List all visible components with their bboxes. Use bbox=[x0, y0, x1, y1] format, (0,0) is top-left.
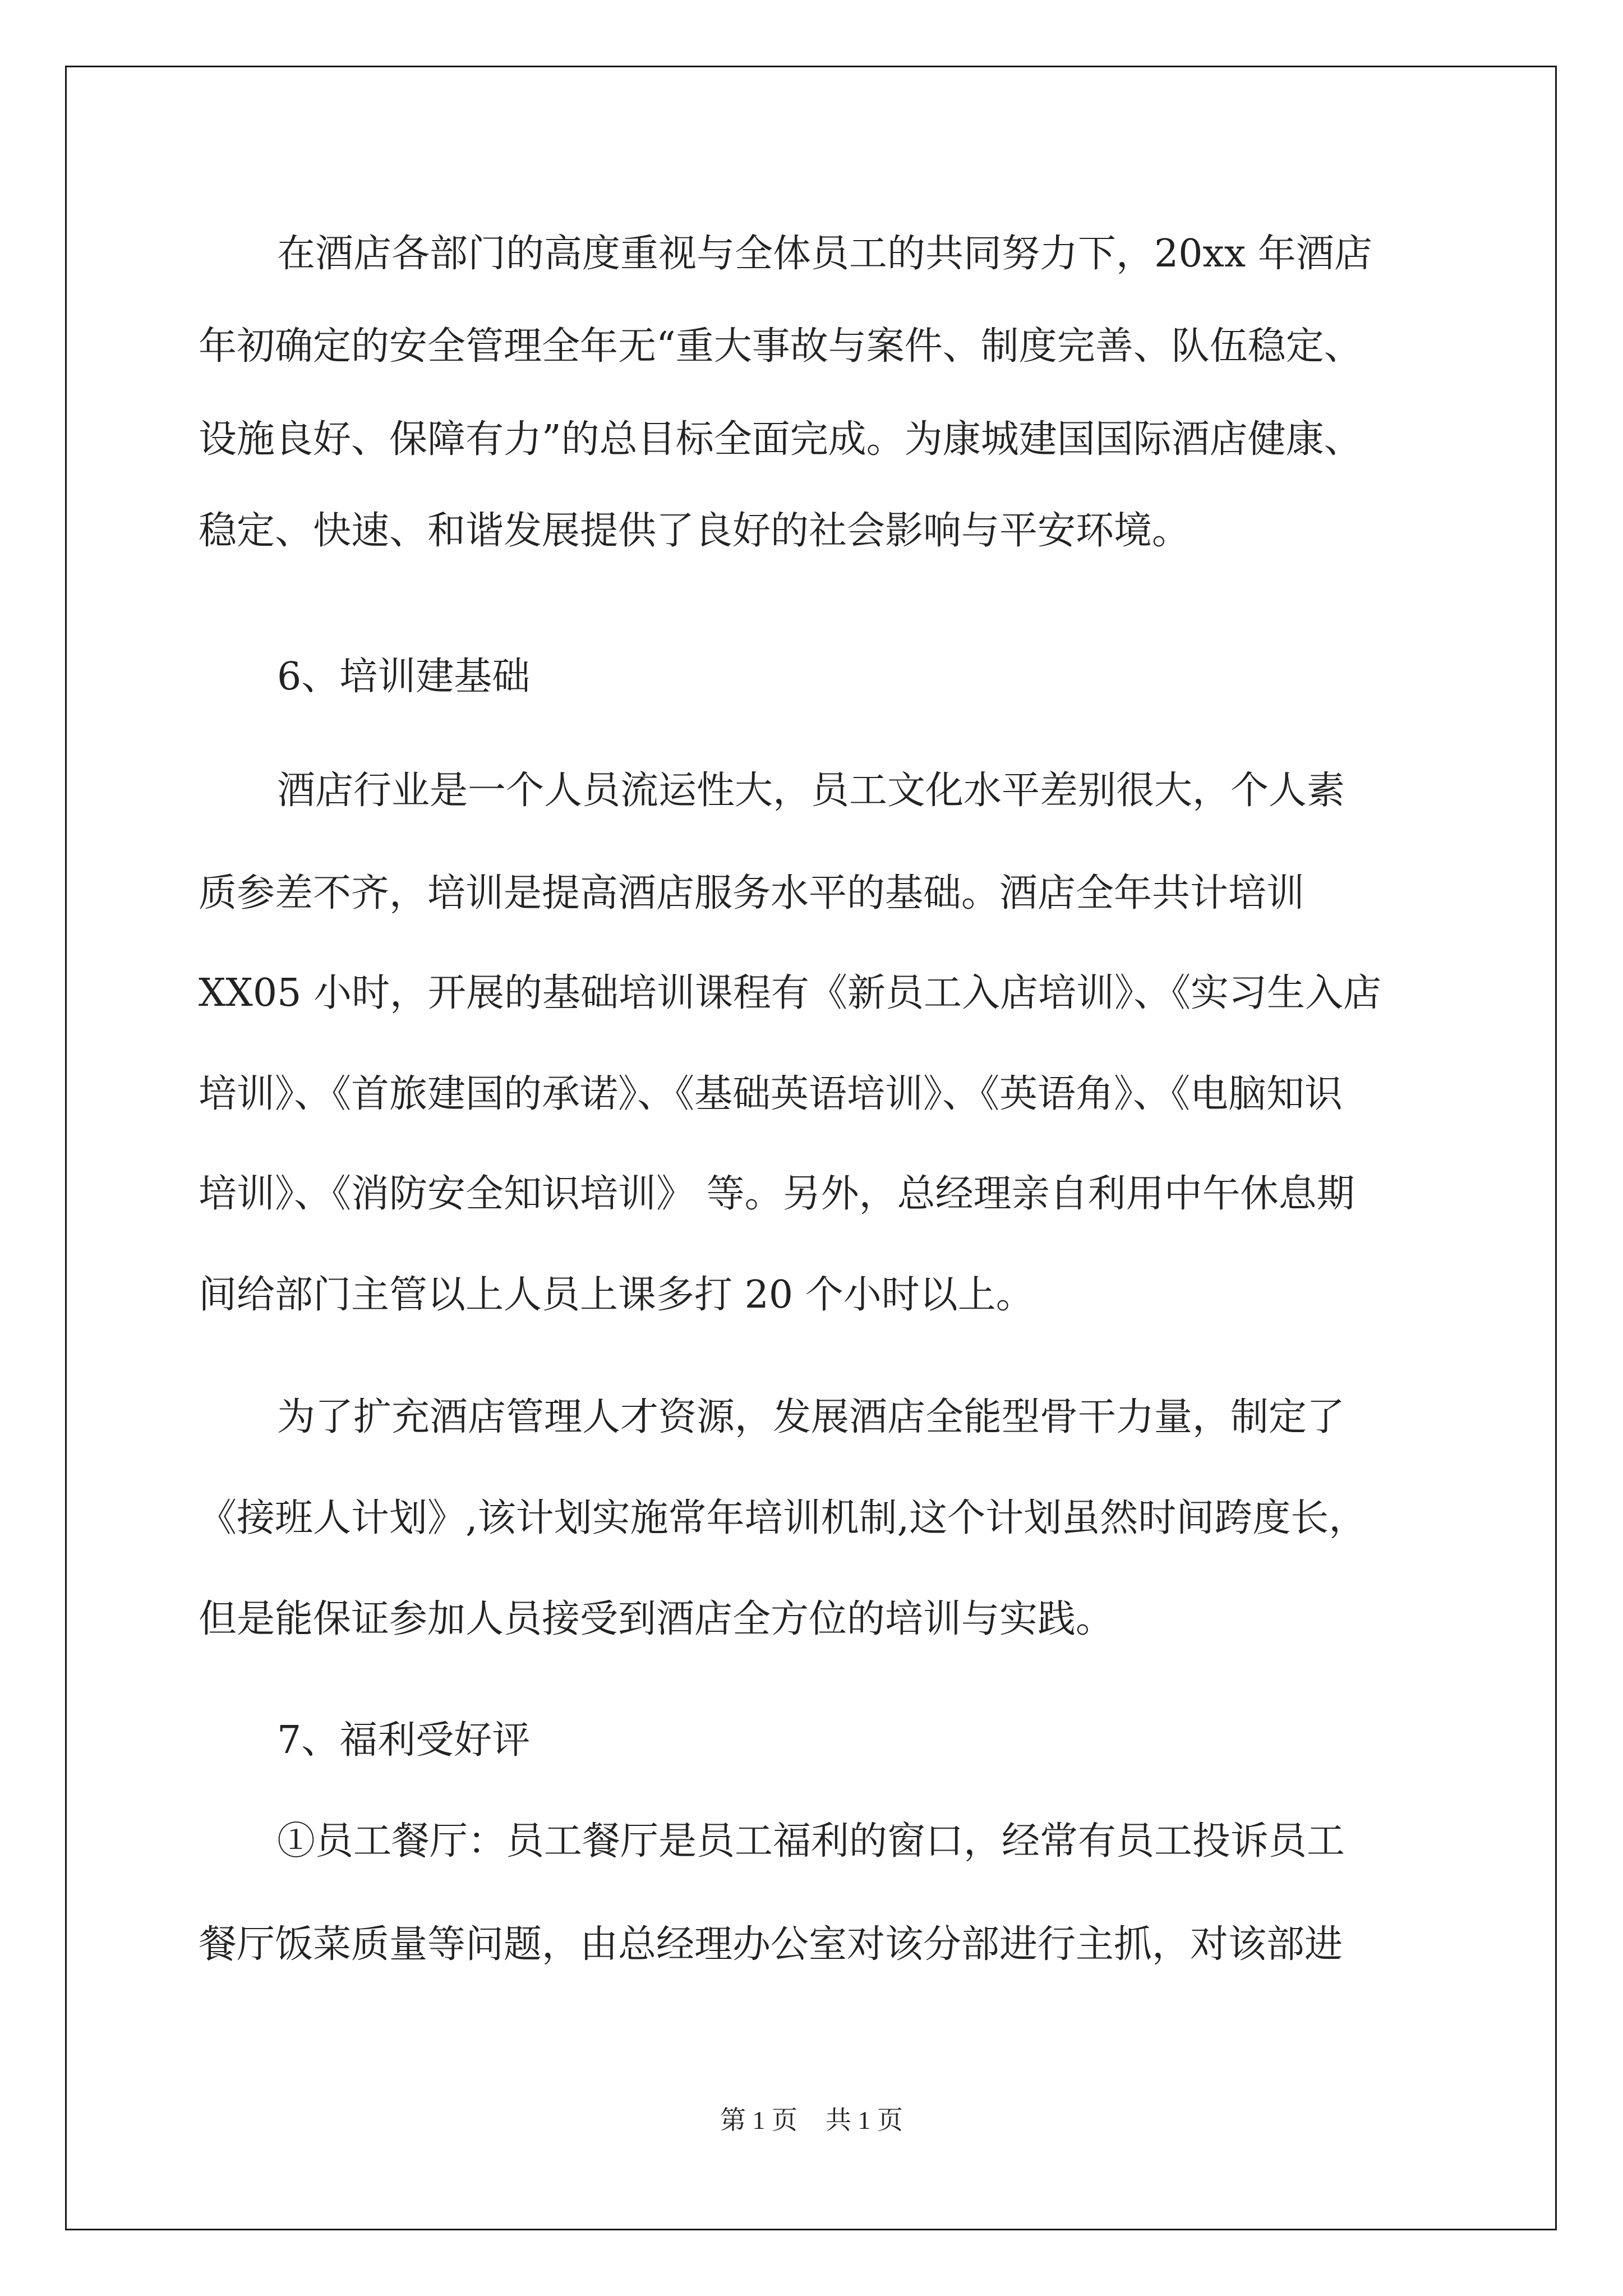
paragraph-line: 质参差不齐，培训是提高酒店服务水平的基础。酒店全年共计培训 bbox=[199, 871, 1305, 915]
paragraph-line: 《接班人计划》,该计划实施常年培训机制,这个计划虽然时间跨度长， bbox=[199, 1496, 1367, 1540]
paragraph-line: 培训》、《首旅建国的承诺》、《基础英语培训》、《英语角》、《电脑知识 bbox=[199, 1072, 1343, 1116]
paragraph-line: 餐厅饭菜质量等问题，由总经理办公室对该分部进行主抓，对该部进 bbox=[199, 1922, 1343, 1967]
page-total: 共 1 页 bbox=[826, 2106, 903, 2134]
paragraph-line: 在酒店各部门的高度重视与全体员工的共同努力下，20xx 年酒店 bbox=[277, 232, 1372, 276]
paragraph-line: 设施良好、保障有力”的总目标全面完成。为康城建国国际酒店健康、 bbox=[199, 417, 1362, 462]
page-border bbox=[65, 66, 1557, 2230]
paragraph-line: 为了扩充酒店管理人才资源，发展酒店全能型骨干力量，制定了 bbox=[277, 1395, 1345, 1439]
paragraph-line: 但是能保证参加人员接受到酒店全方位的培训与实践。 bbox=[199, 1597, 1114, 1641]
paragraph-line: 培训》、《消防安全知识培训》 等。另外，总经理亲自利用中午休息期 bbox=[199, 1172, 1355, 1216]
paragraph-line: ①员工餐厅：员工餐厅是员工福利的窗口，经常有员工投诉员工 bbox=[277, 1819, 1345, 1864]
paragraph-line: 稳定、快速、和谐发展提供了良好的社会影响与平安环境。 bbox=[199, 509, 1191, 553]
page-footer bbox=[0, 2104, 1623, 2137]
section-heading: 7、福利受好评 bbox=[277, 1718, 531, 1763]
paragraph-line: 年初确定的安全管理全年无“重大事故与案件、制度完善、队伍稳定、 bbox=[199, 324, 1362, 369]
page-number: 第 1 页 bbox=[720, 2106, 797, 2134]
paragraph-line: XX05 小时，开展的基础培训课程有《新员工入店培训》、《实习生入店 bbox=[199, 971, 1381, 1015]
paragraph-line: 间给部门主管以上人员上课多打 20 个小时以上。 bbox=[199, 1273, 1034, 1317]
section-heading: 6、培训建基础 bbox=[277, 655, 531, 699]
paragraph-line: 酒店行业是一个人员流运性大，员工文化水平差别很大，个人素 bbox=[277, 769, 1345, 813]
